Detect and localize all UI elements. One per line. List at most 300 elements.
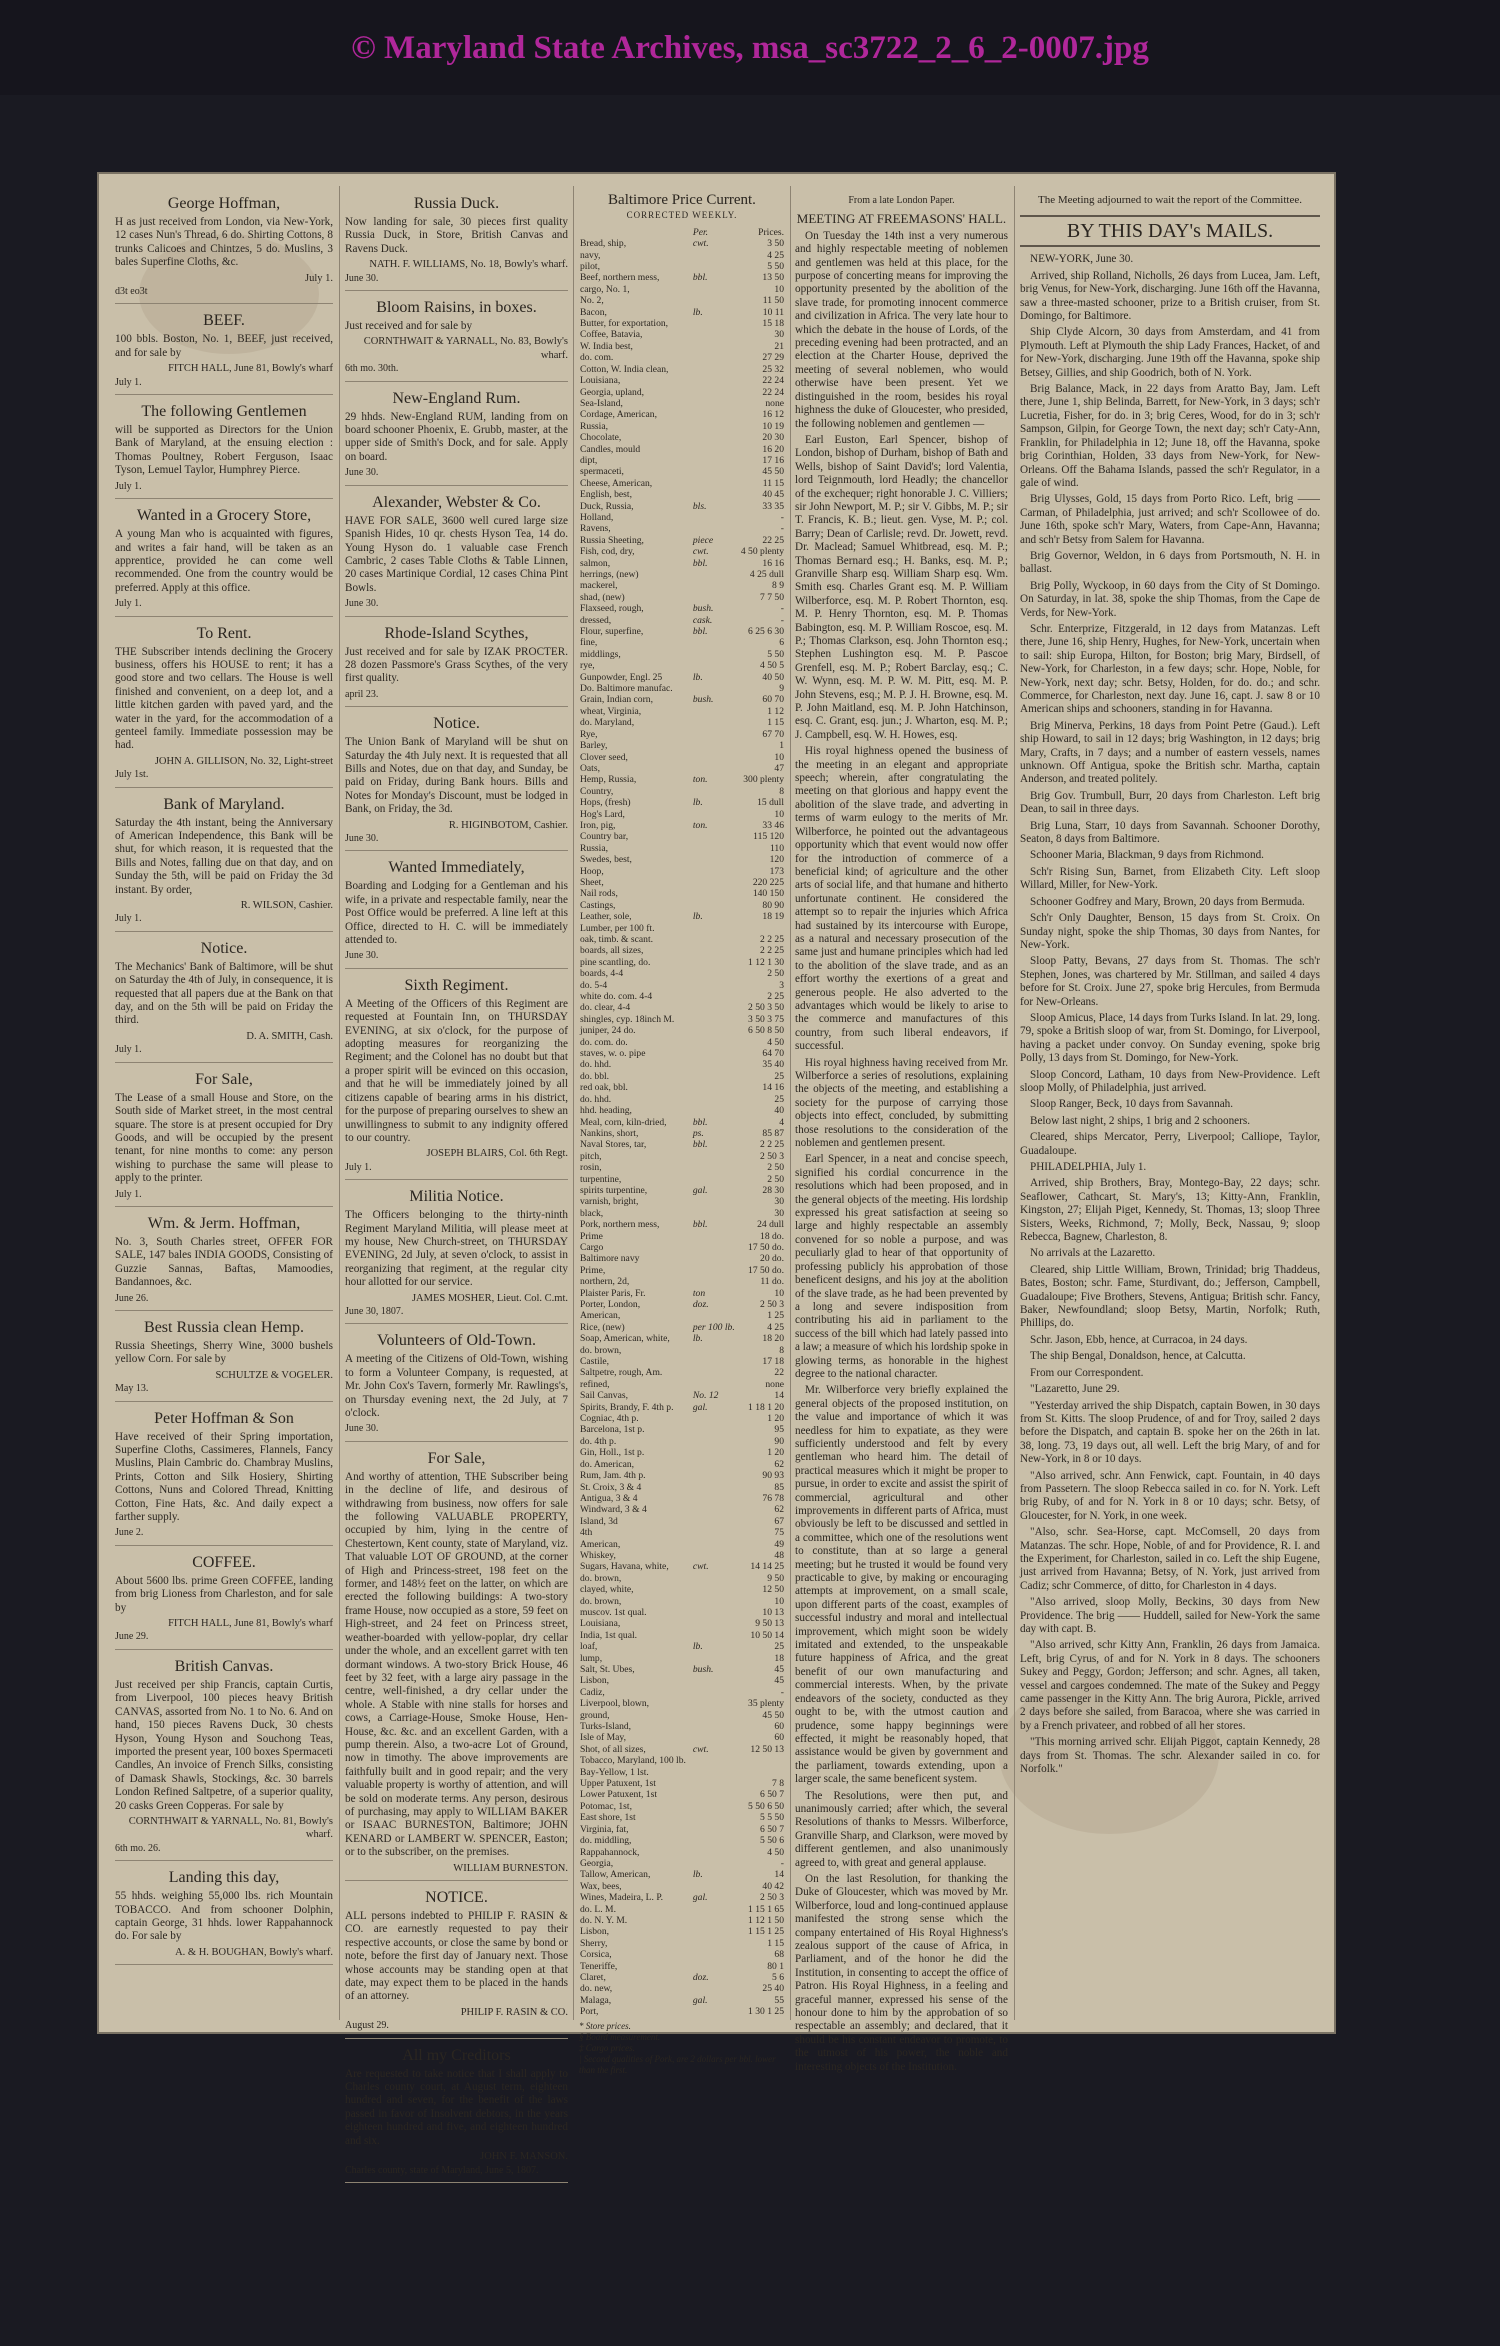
price-value: 14 16	[762, 1082, 784, 1094]
advertisement-signature: PHILIP F. RASIN & CO.	[460, 2006, 568, 2018]
price-row	[579, 432, 785, 443]
price-row	[579, 261, 785, 272]
price-unit	[692, 478, 738, 489]
price-value: 17 16	[762, 454, 784, 466]
price-article: Saltpetre, rough, Am.	[580, 1367, 663, 1379]
price-row	[579, 1710, 785, 1721]
column-price-current	[579, 192, 785, 2075]
price-header-article	[579, 227, 692, 238]
price-row	[579, 569, 785, 580]
price-unit	[692, 1014, 738, 1025]
advertisement-date: July 1.	[115, 480, 142, 492]
price-value: 45	[774, 1664, 784, 1675]
price-row	[579, 398, 785, 409]
advertisement-title: NOTICE.	[425, 1889, 488, 1906]
advertisement-title: Russia Duck.	[413, 195, 500, 212]
price-unit: lb.	[692, 797, 703, 809]
price-row	[579, 615, 785, 626]
advertisement-title: Bloom Raisins, in boxes.	[376, 299, 537, 317]
price-unit	[692, 489, 738, 500]
price-row	[579, 1721, 785, 1732]
price-header-per: Per.	[692, 226, 709, 238]
price-unit	[692, 923, 738, 934]
price-unit	[692, 250, 738, 261]
price-unit	[692, 1470, 738, 1481]
price-unit	[692, 364, 738, 375]
price-article: dipt,	[580, 454, 598, 466]
price-unit	[692, 1755, 738, 1766]
ship-news-paragraph: Brig Ulysses, Gold, 15 days from Porto Rico. Left, brig —— Carman, of Philadelphia, just arrived; and sch'r Scollowee of do. June 16th, spoke sch'r Mary, Waters, from Cape-Ann, Havanna; and sch'r Betsy from Salem for Havanna.	[1020, 493, 1320, 546]
advertisement	[345, 389, 568, 486]
price-row	[579, 1767, 785, 1778]
price-article: Baltimore navy	[580, 1253, 640, 1265]
price-unit	[692, 1459, 738, 1470]
price-row	[579, 649, 785, 660]
price-article: do. brown,	[580, 1595, 622, 1607]
price-row	[579, 1345, 785, 1356]
price-value: 40 50	[762, 671, 784, 683]
advertisement-date: July 1.	[115, 913, 142, 925]
price-unit: cwt.	[692, 1561, 709, 1573]
price-row	[579, 1584, 785, 1595]
price-unit	[692, 729, 738, 740]
price-value: 30	[774, 329, 784, 341]
price-value: 14	[774, 1390, 784, 1402]
price-unit	[692, 831, 738, 842]
price-row	[579, 272, 785, 283]
price-unit	[692, 1767, 738, 1778]
price-article: do. 4th p.	[580, 1435, 617, 1447]
price-row	[579, 1949, 785, 1960]
price-row	[579, 1983, 785, 1994]
price-row	[579, 1002, 785, 1013]
price-value: 11 do.	[760, 1276, 784, 1288]
price-value: 7 8	[772, 1778, 784, 1790]
price-unit	[692, 717, 738, 728]
price-value: 2 50 3	[760, 1150, 784, 1162]
price-article: Barcelona, 1st p.	[580, 1424, 645, 1436]
price-unit	[692, 1345, 738, 1356]
price-value: 25	[774, 1093, 784, 1105]
price-row	[579, 580, 785, 591]
price-unit: doz.	[692, 1971, 709, 1983]
price-value: 28 30	[762, 1184, 784, 1196]
price-value: 75	[774, 1527, 784, 1539]
advertisement-title: New-England Rum.	[392, 389, 521, 407]
price-row	[579, 318, 785, 329]
price-row	[579, 1436, 785, 1447]
advertisement-text: The Union Bank of Maryland will be shut on Saturday the 4th July next. It is requested that all Bills and Notes, due on that day, and Sunday, be paid on Friday, during Bank hours. Bills and Notes for Monday's Discount, must be lodged in Bank, on Friday, the 3d.	[345, 736, 568, 816]
price-unit	[692, 1847, 738, 1858]
advertisement-title: Wm. & Jerm. Hoffman,	[147, 1214, 301, 1232]
price-row	[579, 660, 785, 671]
price-article: Windward, 3 & 4	[580, 1504, 647, 1516]
price-unit	[692, 934, 738, 945]
price-value: 2 25	[767, 991, 784, 1003]
price-article: Flaxseed, rough,	[580, 603, 644, 615]
price-row	[579, 1117, 785, 1128]
price-unit: ton.	[692, 819, 708, 831]
advertisement-date: July 1.	[115, 598, 142, 610]
advertisement	[345, 714, 568, 851]
price-row	[579, 626, 785, 637]
price-unit: lb.	[692, 306, 703, 318]
advertisement-text: ALL persons indebted to PHILIP F. RASIN & CO. are earnestly requested to pay their respective accounts, or close the same by bond or note, before the first day of January next. Those whose accounts may be standing open at that date, may expect them to be placed in the hands of an attorney.	[345, 1910, 568, 2003]
price-row	[579, 546, 785, 557]
price-value: 10 13	[762, 1606, 784, 1618]
price-value: 7 7 50	[760, 591, 784, 603]
price-row	[579, 1915, 785, 1926]
price-article: Wax, bees,	[580, 1880, 622, 1892]
price-unit: gal.	[692, 1892, 708, 1904]
price-unit	[692, 444, 738, 455]
price-value: 30	[774, 1196, 784, 1208]
advertisement	[115, 1070, 333, 1207]
ship-news-paragraph: Schooner Godfrey and Mary, Brown, 20 days from Bermuda.	[1030, 895, 1305, 908]
price-value: 8	[779, 785, 784, 797]
price-article: Ravens,	[580, 523, 611, 535]
advertisement	[345, 1187, 568, 1324]
advertisement-date: May 13.	[115, 1383, 149, 1395]
meeting-paragraph: The Resolutions, were then put, and unanimously carried; after which, the several Resolutions of thanks to Messrs. Wilberforce, Granville Sharp, and Clarkson, were moved by different gentlemen, and also unanimously agreed to, with great and general applause.	[795, 1789, 1008, 1869]
newspaper-page	[99, 174, 1334, 2176]
price-row	[579, 1265, 785, 1276]
price-unit: bls.	[692, 500, 707, 512]
ship-news-paragraph: "Also arrived, sloop Molly, Beckins, 30 days from New Providence. The brig —— Huddell, sailed for New-York the same day with capt. B.	[1020, 1596, 1320, 1635]
price-article: Cotton, W. India clean,	[580, 363, 669, 375]
price-article: Coffee, Batavia,	[580, 329, 643, 341]
advertisement-text: 100 bbls. Boston, No. 1, BEEF, just received, and for sale by	[115, 333, 333, 359]
price-article: Sheet,	[580, 876, 604, 888]
advertisement-text: Now landing for sale, 30 pieces first quality Russia Duck, in Store, British Canvas and Ravens Duck.	[345, 216, 568, 255]
price-value: 1 15 1 65	[748, 1903, 784, 1915]
price-article: Russia,	[580, 842, 608, 854]
price-value: 3 50	[767, 238, 784, 250]
price-row	[579, 558, 785, 569]
price-value: 2 50 3 50	[748, 1002, 784, 1014]
advertisement-date: July 1st.	[115, 769, 149, 781]
price-row	[579, 1299, 785, 1310]
price-value: 49	[774, 1538, 784, 1550]
price-article: do. hhd.	[580, 1093, 612, 1105]
price-value: 9 50 13	[755, 1618, 784, 1630]
price-article: Sea-Island,	[580, 397, 623, 409]
price-value: 120	[769, 854, 784, 866]
advertisement-title: All my Creditors	[402, 2046, 511, 2064]
ship-news-paragraph: Arrived, ship Brothers, Bray, Montego-Bay, 22 days; schr. Seaflower, Cathcart, St. Mary's, 13; Kitty-Ann, Franklin, Kingston, 27; Elijah Piget, Kennedy, St. Thomas, 13; sloop Three Sisters, Weeks, Richmond, 7; Molly, Beck, Nassau, 9; sloop Rebecca, Bagnew, Charleston, 8.	[1020, 1177, 1320, 1244]
price-article: India, 1st qual.	[580, 1629, 638, 1641]
price-article: Hog's Lard,	[580, 808, 625, 820]
price-row	[579, 444, 785, 455]
price-value: 17 18	[762, 1356, 784, 1368]
advertisement-title: Sixth Regiment.	[404, 976, 509, 994]
price-article: do. brown,	[580, 1344, 622, 1356]
column-rule	[1014, 186, 1015, 2020]
price-unit	[692, 1835, 738, 1846]
price-row	[579, 1687, 785, 1698]
price-value: 25	[774, 1641, 784, 1653]
ship-news-paragraph: Sloop Ranger, Beck, 10 days from Savannah.	[1030, 1098, 1234, 1111]
price-row	[579, 1231, 785, 1242]
price-value: 4 50 5	[760, 660, 784, 672]
price-unit	[692, 2006, 738, 2017]
price-unit	[692, 1710, 738, 1721]
price-article: Tallow, American,	[580, 1869, 651, 1881]
ship-news-paragraph: Brig Luna, Starr, 10 days from Savannah. Schooner Dorothy, Seaton, 8 days from Baltimore.	[1020, 819, 1320, 846]
price-value: 4 25 dull	[749, 569, 784, 580]
advertisement-date: June 29.	[115, 1631, 149, 1643]
ship-news-paragraph: "Also arrived, schr. Ann Fenwick, capt. Fountain, in 40 days from Passetern. The sloop Rebecca sailed in co. for N. York. Left brig Ruby, of and for N. York in 8 or 10 days; schr. Betsy, of Gloucester, for N. York, in one week.	[1020, 1469, 1320, 1522]
price-article: English, best,	[580, 489, 632, 501]
price-article: oak, timb. & scant.	[580, 934, 654, 945]
price-value: 47	[774, 762, 784, 774]
price-row	[579, 409, 785, 420]
price-value: 76 78	[762, 1492, 784, 1504]
price-unit	[692, 1824, 738, 1835]
price-unit	[692, 945, 738, 956]
ship-news-paragraph: Sloop Concord, Latham, 10 days from New-Providence. Left sloop Molly, of Philadelphia, just arrived.	[1020, 1068, 1320, 1094]
advertisement	[115, 1409, 333, 1546]
price-value: 40 45	[762, 489, 784, 501]
price-row	[579, 592, 785, 603]
price-value: 6 50 7	[760, 1823, 784, 1835]
price-value: 22 24	[762, 386, 784, 398]
price-row	[579, 888, 785, 899]
advertisement-signature: SCHULTZE & VOGELER.	[215, 1369, 333, 1381]
advertisement-title: Rhode-Island Scythes,	[384, 624, 529, 642]
price-unit	[692, 1983, 738, 1994]
advertisement-text: Boarding and Lodging for a Gentleman and his wife, in a private and respectable family, near the Post Office would be preferred. A line left at this Office, directed to H. C. will be immediately attended to.	[345, 880, 568, 947]
price-value: 10	[774, 1595, 784, 1607]
price-unit	[692, 1721, 738, 1732]
price-article: Bread, ship,	[580, 238, 627, 250]
price-value: 16 12	[762, 409, 784, 421]
price-value: 20 do.	[760, 1253, 784, 1265]
price-row	[579, 1516, 785, 1527]
price-unit	[692, 569, 738, 580]
price-article: Russia Sheeting,	[580, 534, 644, 546]
price-value: 10	[774, 1287, 784, 1299]
price-unit: bbl.	[692, 1139, 708, 1151]
advertisement-signature: CORNTHWAIT & YARNALL, No. 81, Bowly's wharf.	[128, 1815, 333, 1841]
advertisement-date: August 29.	[345, 2020, 389, 2032]
price-row	[579, 466, 785, 477]
ship-news-paragraph: "This morning arrived schr. Elijah Piggot, captain Kennedy, 28 days from St. Thomas. The schr. Alexander sailed in co. for Norfolk."	[1020, 1736, 1320, 1776]
price-value: 14	[774, 1869, 784, 1881]
price-value: 48	[774, 1549, 784, 1561]
price-article: Butter, for exportation,	[580, 318, 669, 330]
price-row	[579, 501, 785, 512]
price-row	[579, 1151, 785, 1162]
price-row	[579, 1561, 785, 1572]
price-article: salmon,	[580, 557, 611, 569]
price-row	[579, 1071, 785, 1082]
advertisement-text: THE Subscriber intends declining the Grocery business, offers his HOUSE to rent; it has a good store and two cellars. The House is well finished and convenient, on a deep lot, and a little kitchen garden with paved yard, and the water in the yard, for the accommodation of a genteel family. Immediate possession may be had.	[115, 645, 333, 752]
advertisement-title: Best Russia clean Hemp.	[144, 1318, 304, 1336]
price-unit	[692, 523, 738, 534]
price-value	[738, 1755, 785, 1766]
price-article: do. brown,	[580, 1572, 622, 1584]
price-value: 20 30	[762, 432, 784, 444]
meeting-article-body	[795, 230, 1008, 2074]
price-row	[579, 1139, 785, 1150]
price-value: 5 5 50	[760, 1812, 784, 1824]
price-value: 25 32	[762, 363, 784, 375]
advertisement-text: The Lease of a small House and Store, on the South side of Market street, in the most central square. The store is at present occupied for Dry Goods, and will be occupied by the present tenant, for nine months to come: any person wishing to purchase the same will please to apply to the printer.	[115, 1091, 333, 1185]
price-unit	[692, 1789, 738, 1800]
advertisement	[115, 311, 333, 395]
price-article: Lumber, per 100 ft.	[580, 922, 655, 934]
price-row	[579, 1938, 785, 1949]
price-unit	[692, 1447, 738, 1458]
price-article: Port,	[580, 2006, 599, 2018]
price-article: Georgia,	[580, 1857, 614, 1869]
price-value: 140 150	[752, 888, 784, 900]
price-value: 80 1	[767, 1960, 784, 1972]
price-row	[579, 740, 785, 751]
price-unit	[692, 1698, 738, 1709]
price-article: turpentine,	[580, 1173, 622, 1185]
price-article: herrings, (new)	[580, 569, 639, 580]
price-value: 14 14 25	[750, 1561, 784, 1573]
price-row	[579, 1322, 785, 1333]
price-unit	[692, 809, 738, 820]
price-article: do. American,	[580, 1458, 635, 1470]
advertisement-title: George Hoffman,	[167, 195, 281, 212]
price-row	[579, 968, 785, 979]
advertisement-date: Charles county, state of Maryland, June 5, 1807.	[345, 2164, 539, 2176]
price-value: 300 plenty	[743, 774, 784, 786]
price-unit	[692, 1630, 738, 1641]
price-row	[579, 786, 785, 797]
advertisement-signature: FITCH HALL, June 81, Bowly's wharf	[168, 1618, 333, 1630]
price-current-title: Baltimore Price Current.	[608, 192, 756, 208]
price-value: 115 120	[753, 831, 784, 843]
price-unit: per 100 lb.	[692, 1321, 735, 1333]
price-article: Nankins, short,	[580, 1127, 639, 1139]
price-unit	[692, 637, 738, 648]
advertisement-text: H as just received from London, via New-York, 12 cases Nun's Thread, 6 do. Shirting Cottons, 8 trunks Calicoes and Chintzes, 5 do. Muslins, 3 bales Superfine Cloths, &c.	[115, 216, 333, 269]
price-article: St. Croix, 3 & 4	[580, 1481, 642, 1493]
price-row	[579, 1310, 785, 1321]
ship-news-paragraph: Brig Polly, Wyckoop, in 60 days from the City of St Domingo. On Saturday, in lat. 38, spoke the ship Thomas, from the Cape de Verds, for New-York.	[1020, 579, 1320, 619]
column-rule	[790, 186, 791, 2020]
price-row	[579, 1596, 785, 1607]
price-value: 95	[774, 1424, 784, 1436]
price-row	[579, 512, 785, 523]
price-row	[579, 1550, 785, 1561]
price-article: Corsica,	[580, 1949, 612, 1961]
price-unit	[692, 387, 738, 398]
price-article: Meal, corn, kiln-dried,	[580, 1116, 667, 1128]
price-note: * Store prices.	[579, 2020, 631, 2031]
price-unit	[692, 1367, 738, 1378]
price-row	[579, 1504, 785, 1515]
price-unit	[692, 1151, 738, 1162]
price-value: 67 70	[762, 728, 784, 740]
price-row	[579, 1961, 785, 1972]
column-advertisements-2	[345, 194, 568, 2176]
price-article: Tobacco, Maryland, 100 lb.	[580, 1755, 686, 1767]
price-row	[579, 1698, 785, 1709]
advertisement-signature: WILLIAM BURNESTON.	[453, 1862, 568, 1874]
price-row	[579, 523, 785, 534]
advertisement	[115, 1318, 333, 1402]
price-row	[579, 774, 785, 785]
price-article: shingles, cyp. 18inch M.	[580, 1013, 675, 1025]
advertisement	[115, 939, 333, 1063]
price-article: Upper Patuxent, 1st	[580, 1778, 656, 1790]
price-unit	[692, 1094, 738, 1105]
price-article: do. N. Y. M.	[580, 1914, 628, 1926]
price-unit	[692, 843, 738, 854]
price-article: Island, 3d	[580, 1515, 618, 1527]
price-unit	[692, 580, 738, 591]
price-value: 12 50	[762, 1584, 784, 1596]
advertisement-text: will be supported as Directors for the Union Bank of Maryland, at the ensuing election : Thomas Poultney, Robert Ferguson, Isaac Tyson, Lemuel Taylor, Humphrey Pierce.	[115, 424, 333, 477]
price-row	[579, 1881, 785, 1892]
price-article: Hoop,	[580, 865, 604, 877]
meeting-paragraph: Earl Euston, Earl Spencer, bishop of London, bishop of Durham, bishop of Bath and Wells, bishop of Saint David's; lord Valentia, lord Teignmouth, lord Headly; the chancellor of the exchequer; right honorable J. C. Villiers; sir John Newport, M. P.; sir V. Gibbs, M. P.; sir T. Francis, K. B.; lieut. gen. Vyse, M. P.; col. Barry; Dean of Carlisle; revd. Dr. Jowett, revd. Dr. Maclead; Samuel Whitbread, esq. M. P.; Thomas Bernard esq.; H. Banks, esq. M. P.; Granville Sharp esq. William Sharp esq. Wm. Smith esq. Charles Grant esq. M. P. William Wilberforce, esq. M. P. Robert Thornton, esq. M. P. Henry Thornton, esq. M. P. Thomas Babington, esq. M. P. William Roscoe, esq. M. P.; Thomas Clarkson, esq. John Thornton esq.; Stephen Lushington esq. M. P. Pascoe Grenfell, esq. M. P.; Robert Barclay, esq.; C. W. Wynn, esq. M. P. W. M. Pitt, esq. M. P. John Stevens, esq.; M. P. J. H. Browne, esq. M. P. John Maitland, esq. M. P. John Hatchinson, esq. C. Grant, esq. jun.; J. Wharton, esq. M. P.; J. Campbell, esq. W. H. Howes, esq.	[795, 433, 1008, 741]
price-article: red oak, bbl.	[580, 1082, 628, 1094]
price-unit	[692, 261, 738, 272]
price-unit	[692, 466, 738, 477]
price-article: 4th	[580, 1527, 593, 1539]
price-unit: No. 12	[692, 1390, 719, 1402]
price-note: ‡ Cargo prices.	[579, 2042, 635, 2053]
price-unit	[692, 1253, 738, 1264]
price-article: fine,	[580, 637, 598, 649]
price-row	[579, 1869, 785, 1880]
advertisement-date: July 1.	[115, 376, 142, 388]
price-article: Country bar,	[580, 831, 629, 843]
price-article: Chocolate,	[580, 432, 622, 444]
price-value	[738, 1767, 785, 1778]
price-row	[579, 1037, 785, 1048]
price-value: 62	[774, 1504, 784, 1516]
price-article: do. com. do.	[580, 1036, 628, 1048]
price-article: ground,	[580, 1709, 610, 1721]
price-article: lump,	[580, 1652, 603, 1664]
advertisement-date: June 30.	[345, 950, 379, 962]
price-value: 1 15 1 25	[748, 1926, 784, 1938]
advertisement	[345, 298, 568, 382]
price-unit	[692, 1732, 738, 1743]
price-article: Lisbon,	[580, 1675, 610, 1687]
price-article: Iron, pig,	[580, 819, 616, 831]
ship-news-paragraph: Cleared, ships Mercator, Perry, Liverpool; Calliope, Taylor, Guadaloupe.	[1020, 1131, 1320, 1157]
advertisement-text: About 5600 lbs. prime Green COFFEE, landing from brig Lioness from Charleston, and for sale by	[115, 1574, 333, 1614]
price-value: 11 50	[762, 295, 784, 307]
price-row	[579, 1858, 785, 1869]
price-unit	[692, 752, 738, 763]
price-value: 10	[774, 283, 784, 295]
price-article: Nail rods,	[580, 888, 618, 900]
price-value: none	[765, 397, 784, 409]
price-article: Beef, northern mess,	[580, 272, 660, 284]
price-unit	[692, 1607, 738, 1618]
price-unit	[692, 1687, 738, 1698]
advertisement-text: A young Man who is acquainted with figures, and writes a fair hand, will be taken as an apprentice, provided he can come well recommended. One from the country would be preferred. Apply at this office.	[115, 528, 333, 594]
advertisement	[345, 493, 568, 617]
price-unit: lb.	[692, 1333, 703, 1345]
price-value: 1 20	[767, 1413, 784, 1425]
ship-news-paragraph: The ship Bengal, Donaldson, hence, at Calcutta.	[1030, 1350, 1246, 1363]
price-article: Potomac, 1st,	[580, 1800, 632, 1812]
advertisement	[115, 1553, 333, 1650]
price-row	[579, 991, 785, 1002]
price-article: boards, all sizes,	[580, 945, 644, 957]
